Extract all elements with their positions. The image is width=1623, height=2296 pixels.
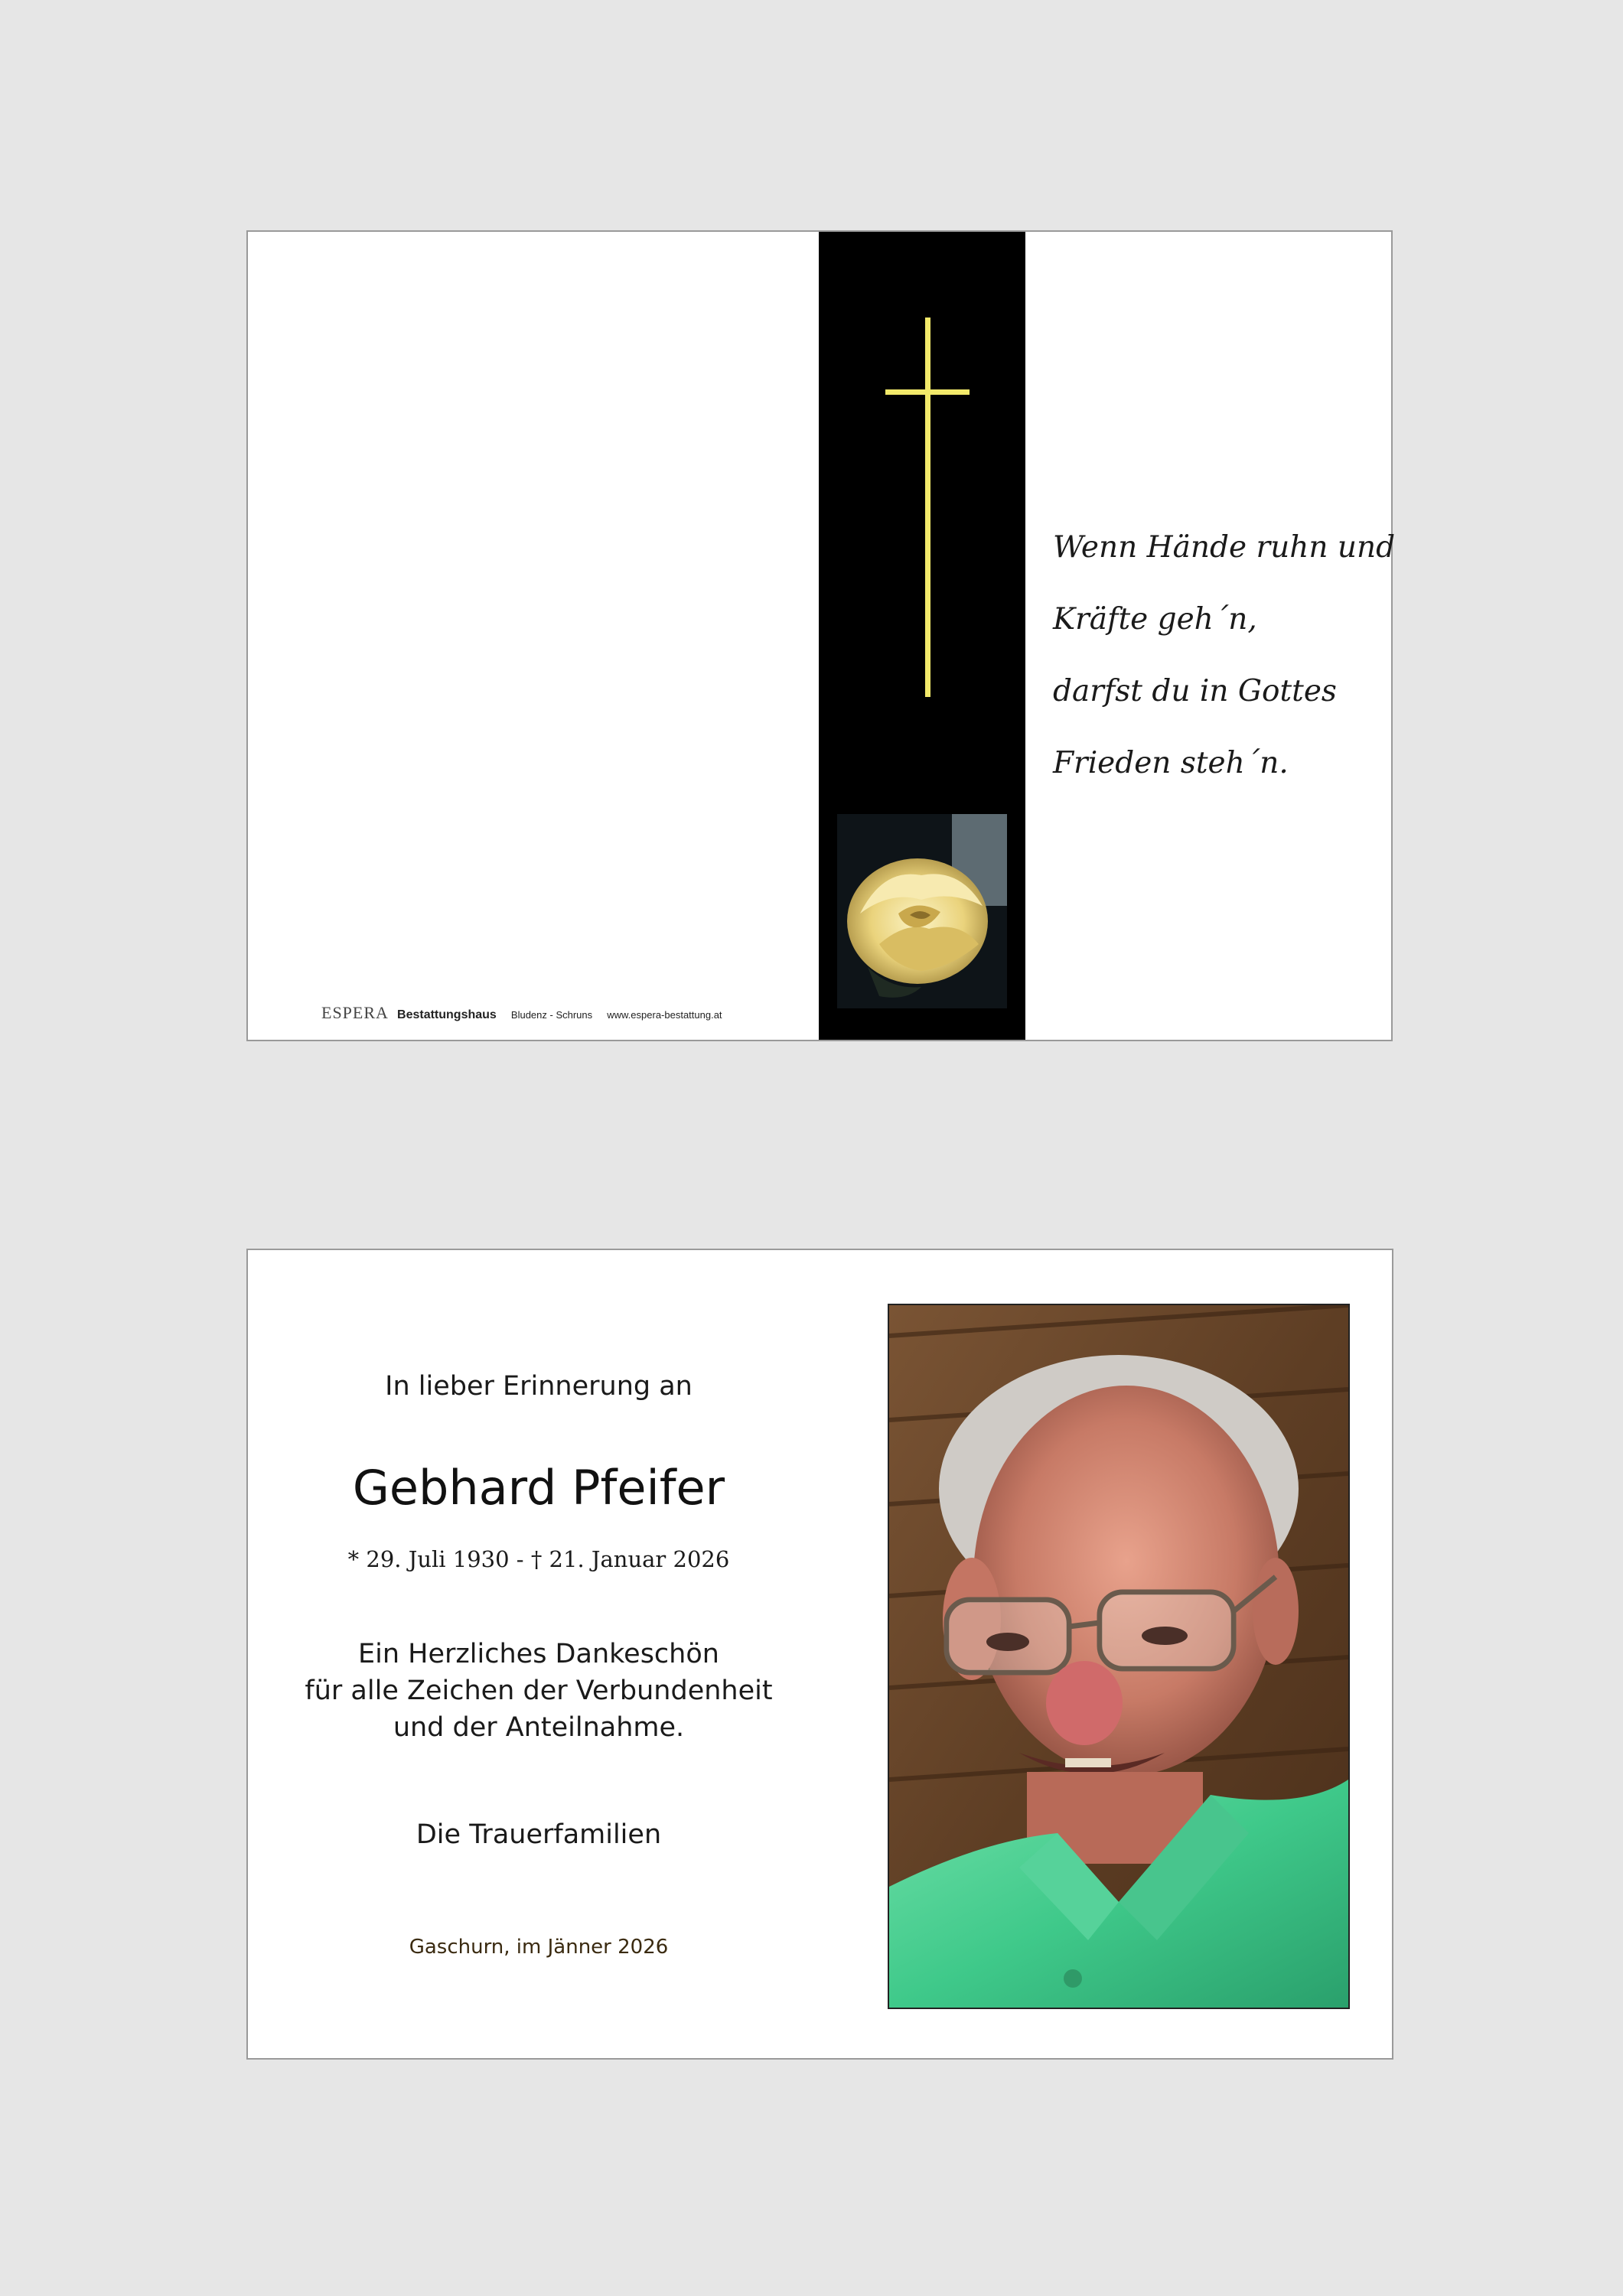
thanks-line: und der Anteilnahme. <box>393 1712 685 1743</box>
brand-type: Bestattungshaus <box>397 1008 497 1021</box>
brand-locations: Bludenz - Schruns <box>510 1009 593 1021</box>
poem-line: Kräfte geh´n, <box>1053 602 1257 637</box>
memorial-text <box>248 1250 829 2058</box>
life-dates: * 29. Juli 1930 - † 21. Januar 2026 <box>347 1546 730 1572</box>
mourning-card-front <box>246 230 1396 1041</box>
poem <box>1053 512 1395 800</box>
brand-website: www.espera-bestattung.at <box>607 1009 722 1021</box>
thanks-line: für alle Zeichen der Verbundenheit <box>305 1676 773 1706</box>
yellow-rose-image <box>837 814 1007 1008</box>
thanks-line: Ein Herzliches Dankeschön <box>358 1639 719 1669</box>
portrait-illustration <box>889 1305 1348 2008</box>
poem-line: Frieden steh´n. <box>1053 746 1289 780</box>
portrait-photo <box>888 1304 1350 2009</box>
funeral-home-footer <box>321 1003 722 1023</box>
cross-icon-beam <box>885 389 970 395</box>
thanks-message <box>248 1636 829 1746</box>
family-signature: Die Trauerfamilien <box>416 1819 662 1850</box>
black-band <box>819 232 1025 1040</box>
place-date: Gaschurn, im Jänner 2026 <box>409 1936 669 1959</box>
poem-line: Wenn Hände ruhn und <box>1053 530 1396 565</box>
deceased-name: Gebhard Pfeifer <box>352 1460 725 1516</box>
cross-icon <box>925 318 930 697</box>
poem-line: darfst du in Gottes <box>1053 674 1337 708</box>
brand-name: ESPERA <box>321 1003 389 1022</box>
rose-illustration <box>837 814 1007 1008</box>
memory-intro: In lieber Erinnerung an <box>385 1371 693 1402</box>
mourning-card-inner <box>246 1249 1393 2060</box>
